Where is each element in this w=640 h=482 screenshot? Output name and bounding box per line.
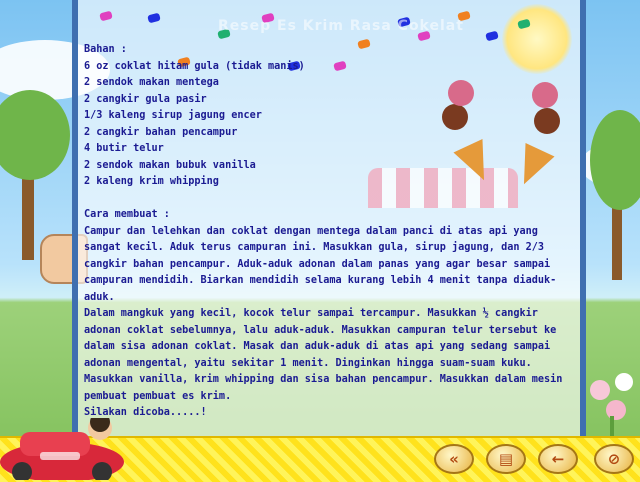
step-paragraph: Dalam mangkuk yang kecil, kocok telur sampai tercampur. Masukkan ½ cangkir adonan coklat sebelumnya, lalu aduk-aduk. Masukkan campuran telur tersebut ke dalam sisa adonan coklat. Masak dan aduk-aduk di atas api yang sedang sampai adonan mengental, yaitu sekitar 1 menit. Dinginkan hingga suam-suam kuku. (84, 308, 557, 369)
ingredient-item: 2 sendok makan mentega (84, 77, 219, 88)
ingredient-item: 2 sendok makan bubuk vanilla (84, 159, 256, 171)
ingredient-item: 4 butir telur (84, 143, 164, 154)
book-icon: ▤ (498, 450, 514, 468)
steps-heading: Cara membuat : (84, 209, 170, 220)
tree-foliage (0, 90, 70, 180)
red-car-character (0, 418, 126, 480)
recipe-text (84, 42, 564, 422)
rewind-button[interactable] (434, 444, 474, 474)
ingredient-item: 6 oz coklat hitam gula (tidak manis) (84, 60, 305, 72)
exit-icon: ⊘ (607, 450, 621, 468)
book-button[interactable] (486, 444, 526, 474)
rewind-icon: « (449, 450, 459, 468)
flowers-decoration (586, 360, 640, 436)
page-title: Resep Es Krim Rasa Cokelat (218, 18, 464, 34)
tree-foliage (590, 110, 640, 210)
step-paragraph: Masukkan vanilla, krim whipping dan sisa bahan pencampur. Masukkan dalam mesin pembuat pembuat es krim. (84, 374, 563, 402)
ingredients-heading: Bahan : (84, 44, 127, 55)
exit-button[interactable] (594, 444, 634, 474)
back-arrow-icon: ← (551, 450, 565, 468)
step-paragraph: Campur dan lelehkan dan coklat dengan mentega dalam panci di atas api yang sangat kecil. Aduk terus campuran ini. Masukkan gula, sirup jagung, dan 2/3 cangkir bahan pencampur. Aduk-aduk adonan dalam panas yang agar besar sampai campuran mendidih. Biarkan mendidih selama kurang lebih 4 menit tanpa diaduk-aduk. (84, 225, 557, 303)
confetti (147, 13, 161, 24)
ingredient-item: 2 cangkir gula pasir (84, 93, 207, 105)
ingredient-item: 1/3 kaleng sirup jagung encer (84, 110, 262, 121)
confetti (485, 31, 499, 42)
step-paragraph: Silakan dicoba.....! (84, 407, 207, 418)
ingredient-item: 2 cangkir bahan pencampur (84, 126, 238, 138)
confetti (99, 11, 113, 22)
ingredient-item: 2 kaleng krim whipping (84, 176, 219, 187)
back-button[interactable] (538, 444, 578, 474)
